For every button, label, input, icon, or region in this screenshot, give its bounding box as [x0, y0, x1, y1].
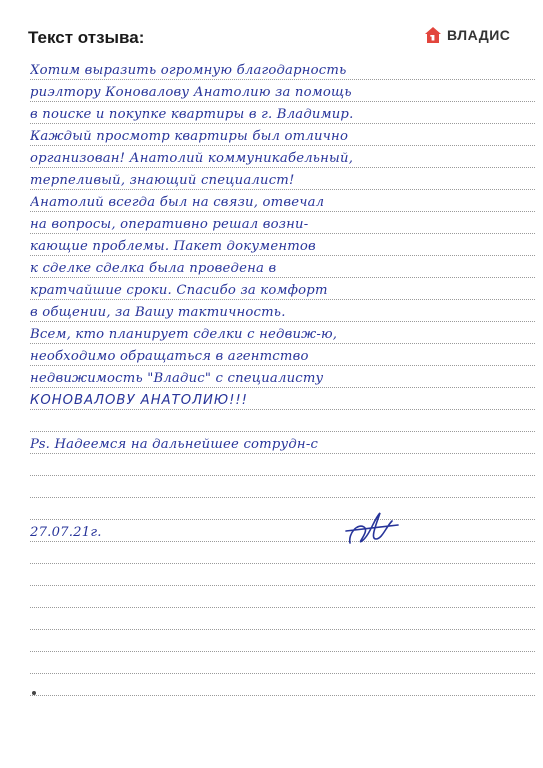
page-title: Текст отзыва:	[28, 28, 145, 47]
handwritten-line: Каждый просмотр квартиры был отлично	[30, 129, 349, 144]
header	[0, 0, 543, 60]
handwritten-line: кратчайшие сроки. Спасибо за комфорт	[30, 283, 328, 298]
house-icon	[424, 26, 442, 44]
ruled-line	[30, 673, 535, 674]
signature-icon	[340, 505, 410, 550]
handwritten-line: терпеливый, знающий специалист!	[30, 173, 295, 188]
ruled-line	[30, 475, 535, 476]
handwritten-line: Всем, кто планирует сделки с недвиж-ю,	[30, 327, 338, 342]
ink-mark-icon	[30, 690, 38, 696]
ruled-line	[30, 431, 535, 432]
handwritten-line: Хотим выразить огромную благодарность	[30, 63, 347, 78]
handwritten-line: на вопросы, оперативно решал возни-	[30, 217, 309, 232]
logo-text: ВЛАДИС	[447, 27, 511, 43]
handwritten-line: КОНОВАЛОВУ АНАТОЛИЮ!!!	[30, 393, 248, 408]
handwritten-line: к сделке сделка была проведена в	[30, 261, 277, 276]
ruled-line	[30, 695, 535, 696]
ruled-line	[30, 607, 535, 608]
ruled-line	[30, 629, 535, 630]
handwritten-line: организован! Анатолий коммуникабельный,	[30, 151, 354, 166]
ruled-line	[30, 563, 535, 564]
handwritten-line: в общении, за Вашу тактичность.	[30, 305, 286, 320]
handwritten-line: риэлтору Коновалову Анатолию за помощь	[30, 85, 352, 100]
handwritten-line: недвижимость "Владис" с специалисту	[30, 371, 324, 386]
handwritten-line: в поиске и покупке квартиры в г. Владимир.	[30, 107, 354, 122]
ruled-line	[30, 497, 535, 498]
brand-logo	[424, 24, 510, 46]
date-line: 27.07.21г.	[30, 525, 102, 540]
ruled-line	[30, 519, 535, 520]
postscript-line: Ps. Надеемся на дальнейшее сотрудн-с	[30, 437, 319, 452]
handwritten-line: кающие проблемы. Пакет документов	[30, 239, 316, 254]
review-sheet	[0, 60, 543, 768]
handwritten-line: необходимо обращаться в агентство	[30, 349, 309, 364]
ruled-line	[30, 585, 535, 586]
handwritten-line: Анатолий всегда был на связи, отвечал	[30, 195, 325, 210]
ruled-line	[30, 651, 535, 652]
